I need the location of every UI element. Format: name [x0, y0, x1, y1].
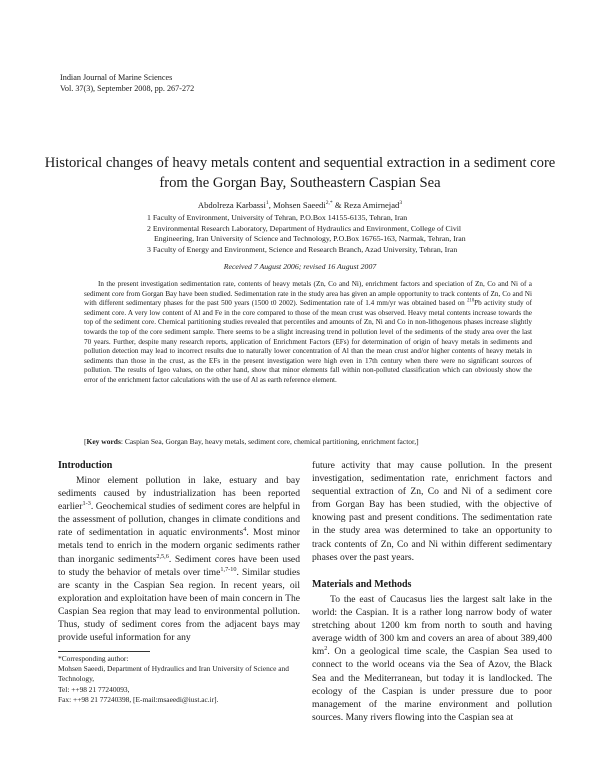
- corresponding-author-footnote: [58, 654, 303, 705]
- section-heading-introduction: Introduction: [58, 460, 113, 471]
- author-affil-mark: 1: [265, 200, 269, 207]
- author-separator: &: [332, 200, 344, 210]
- body-text: Minor element pollution in lake, estuary and bay sediments caused by industrialization has been reported earlier: [58, 475, 300, 513]
- author-name: Abdolreza Karbassi: [197, 200, 266, 210]
- body-text: . Most minor metals tend to enrich in the modern organic sediments rather than inorganic sediments: [58, 527, 300, 565]
- paper-title: Historical changes of heavy metals content and sequential extraction in a sediment core from the Gorgan Bay, Southeastern Caspian Sea: [44, 155, 556, 191]
- affiliation-line: Engineering, Iran University of Science and Technology, P.O.Box 16765-163, Narmak, Tehran, Iran: [154, 234, 466, 243]
- body-text: . Sediment cores have been used to study the behavior of metals over time: [58, 553, 300, 578]
- section-heading-methods: Materials and Methods: [312, 579, 412, 590]
- citation-mark: 1,7-10: [220, 565, 237, 573]
- body-text: . On a geological time scale, the Caspian Sea used to connect to the world oceans via the Sea of Azov, the Black Sea and the Mediterranean, but today it is landlocked. The ecology of the Caspian is under pressure due to poor management of the marine environment and pollution sources. Many rivers flowing into the Caspian sea at: [312, 646, 552, 723]
- citation-mark: 4: [243, 526, 247, 534]
- introduction-continued: future activity that may cause pollution. In the present investigation, sedimentation rate, enrichment factors and sequential extraction of Zn, Co and Ni of a sediment core from Gorgan Bay has been studied, with the objective of knowing past and present conditions. The sedimentation rate in the study area was determined to take an opportunity to track contents of Zn, Co and Ni within different sedimentary phases over the past years.: [312, 460, 552, 563]
- citation-mark: 2,5,6: [156, 552, 169, 560]
- affiliations: [147, 213, 466, 255]
- author-name: Reza Amirnejad: [343, 200, 400, 210]
- keywords-label: Key words: [86, 437, 121, 446]
- abstract: [84, 280, 532, 386]
- affiliation-line: 2 Environmental Research Laboratory, Department of Hydraulics and Environment, College of Civil: [147, 223, 462, 233]
- abstract-text: Pb activity study of sediment core. A very low content of Al and Fe in the core compared to those of the mean crust was observed. Heavy metal contents increase towards the top of the sediment core. Chemical partitioning studies revealed that percentiles and amounts of Zn, Ni and Co in non-lithogenous phases increase slightly towards the top of the core sediment sample. There seems to be a slight increasing trend in pollution level of the sediments of the study area over the last 70 years. Further, despite many research reports, application of Enrichment Factors (EFs) for determination of origin of heavy metals in sediments and pollution detection may lead to incorrect results due to naturally lower concentration of Al than the mean crust and/or higher contents of heavy metals in sediments than those in the crust, as the EFs in the present investigation were high even in 17th century when there were no significant sources of pollution. The results of Igeo values, on the other hand, show that minor elements fall within non-polluted classification which can obviously show the error of the enrichment factor calculations with the use of Al as earth reference element.: [84, 299, 532, 384]
- keywords-text: : Caspian Sea, Gorgan Bay, heavy metals, sediment core, chemical partitioning, enrichment factor,]: [120, 437, 419, 446]
- author-separator: ,: [268, 200, 273, 210]
- keywords: [84, 437, 540, 447]
- author-line: [0, 200, 600, 210]
- journal-header: [60, 72, 194, 94]
- keywords-bracket: [: [84, 437, 87, 446]
- footnote-line: *Corresponding author:: [58, 654, 129, 663]
- body-text: . Geochemical studies of sediment cores are helpful in the assessment of pollution, changes in climate conditions and rate of sedimentation in aquatic environments: [58, 501, 300, 539]
- abstract-text: In the present investigation sedimentation rate, contents of heavy metals (Zn, Co and Ni), enrichment factors and speciation of Zn, Co and Ni of a sediment core from Gorgan Bay have been studied. Sedimentation rate in the study area has given an ample opportunity to track contents of Zn, Co and Ni with different sedimentary phases for the past 500 years (1500 t0 2002). Sedimentation rate of 1.4 mm/yr was obtained based on: [84, 280, 532, 308]
- affiliation-line: 3 Faculty of Energy and Environment, Science and Research Branch, Azad University, Tehran, Iran: [147, 244, 458, 254]
- unit-exponent: 2: [324, 645, 328, 653]
- footnote-divider: [58, 651, 150, 652]
- author-affil-mark: 2,*: [325, 200, 333, 207]
- footnote-line: Tel: ++98 21 77240093,: [58, 684, 130, 694]
- author-name: Mohsen Saeedi: [272, 200, 326, 210]
- body-text: To the east of Caucasus lies the largest salt lake in the world: the Caspian. It is a rather long narrow body of water stretching about 1200 km from north to south and having average width of 300 km and covers an area of about 389,400 km: [312, 594, 552, 658]
- journal-volume: Vol. 37(3), September 2008, pp. 267-272: [60, 84, 195, 93]
- methods-paragraph: [312, 593, 552, 724]
- body-text: . Similar studies are scanty in the Caspian Sea region. In recent years, oil exploration and exploitation have been of main concern in The Caspian Sea region that may lead to environmental pollution. Thus, study of sediment cores from the adjacent bays may provide useful information for any: [58, 566, 300, 644]
- footnote-line: Fax: ++98 21 77240398, [E-mail:msaeedi@iust.ac.ir].: [58, 694, 219, 704]
- citation-mark: 1-3: [82, 500, 91, 507]
- affiliation-line: 1 Faculty of Environment, University of Tehran, P.O.Box 14155-6135, Tehran, Iran: [147, 213, 408, 222]
- author-affil-mark: 3: [399, 200, 403, 207]
- footnote-line: Mohsen Saeedi, Department of Hydraulics and Iran University of Science and Technology,: [58, 664, 289, 684]
- received-dates: Received 7 August 2006; revised 16 August 2007: [223, 262, 377, 271]
- journal-name: Indian Journal of Marine Sciences: [60, 73, 173, 82]
- isotope-mark: 210: [467, 298, 475, 304]
- introduction-paragraph: [58, 474, 300, 644]
